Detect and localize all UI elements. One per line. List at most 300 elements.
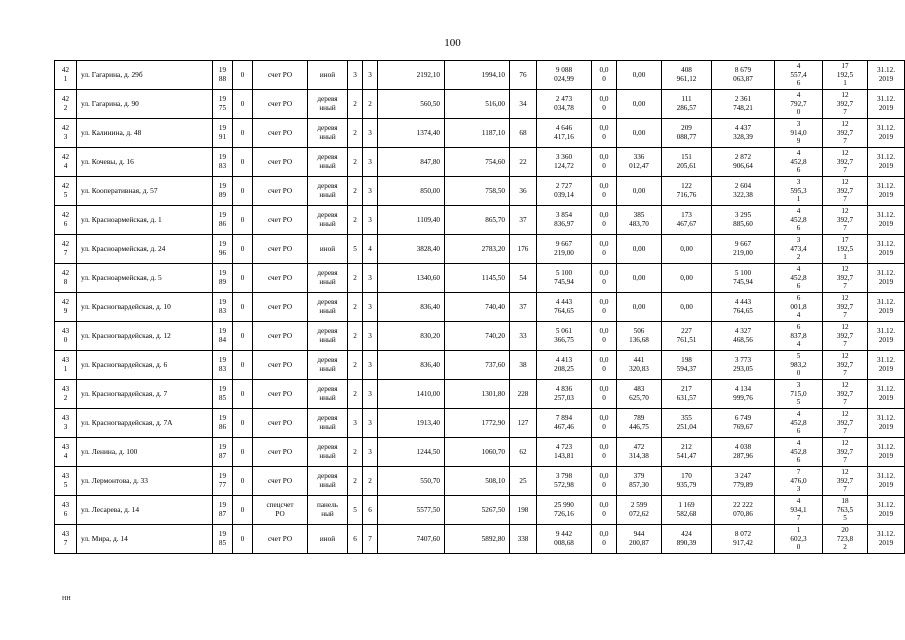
cost-part-1-cell-line: 200,87 (629, 539, 649, 547)
year-cell-line: 75 (218, 104, 227, 112)
fund-cell (253, 148, 308, 177)
year-cell (213, 148, 233, 177)
deadline-cell (868, 293, 905, 322)
row-number-line: 43 (61, 443, 70, 452)
rate-cell-line: 0,0 (599, 327, 609, 336)
rate-cell (592, 61, 617, 90)
deadline-cell (868, 525, 905, 554)
total-cost-cell-line: 3 798 (555, 472, 573, 481)
wall-material-cell-line: иной (319, 70, 336, 79)
cost-part-1-cell-line: 944 (633, 530, 645, 539)
specific-cost-cell (775, 409, 823, 438)
total-area-cell: 1374,40 (378, 119, 445, 148)
cost-part-2-cell-line: 111 (681, 95, 692, 104)
zero-cell: 0 (233, 148, 253, 177)
total-cost-cell-line: 039,14 (554, 191, 574, 199)
cost-part-3-cell-line: 4 437 (734, 124, 752, 133)
wall-material-cell-line: нный (319, 104, 336, 112)
row-number (55, 380, 77, 409)
deadline-cell-line: 31.12. (877, 153, 895, 162)
cost-part-3-cell (712, 496, 775, 525)
floors-cell: 2 (348, 148, 363, 177)
limit-cost-cell-line: 392,7 (836, 128, 854, 137)
register-table (54, 60, 905, 554)
row-number (55, 61, 77, 90)
year-cell (213, 119, 233, 148)
rate-cell-line: 0,0 (599, 182, 609, 191)
cost-part-1-cell-line: 0,00 (632, 70, 646, 79)
address-cell: ул. Красногвардейская, д. 10 (77, 293, 213, 322)
fund-cell-line: счет РО (267, 273, 293, 282)
year-cell-line: 84 (218, 336, 227, 344)
wall-material-cell (308, 322, 348, 351)
deadline-cell-line: 31.12. (877, 182, 895, 191)
limit-cost-cell-line: 7 (843, 166, 847, 175)
cost-part-3-cell (712, 119, 775, 148)
address-cell: ул. Ленина, д. 100 (77, 438, 213, 467)
total-cost-cell-line: 9 667 (555, 240, 573, 249)
rate-cell (592, 264, 617, 293)
limit-cost-cell-line: 7 (843, 340, 847, 349)
specific-cost-cell-line: 4 (796, 62, 801, 71)
cost-part-3-cell-line: 219,00 (733, 249, 753, 257)
floors-cell: 2 (348, 264, 363, 293)
specific-cost-cell-line: 0 (796, 369, 801, 378)
zero-cell: 0 (233, 496, 253, 525)
limit-cost-cell (823, 322, 868, 351)
total-cost-cell-line: 9 088 (555, 66, 573, 75)
specific-cost-cell-line: 1 (796, 526, 801, 535)
address-cell: ул. Лесарева, д. 14 (77, 496, 213, 525)
deadline-cell-line: 2019 (878, 307, 894, 315)
year-cell-line: 89 (218, 191, 227, 199)
entrances-cell: 3 (363, 322, 378, 351)
deadline-cell-line: 31.12. (877, 298, 895, 307)
address-cell: ул. Красногвардейская, д. 7 (77, 380, 213, 409)
rate-cell-line: 0 (602, 365, 606, 373)
floors-cell: 2 (348, 177, 363, 206)
cost-part-3-cell-line: 070,86 (733, 510, 753, 518)
row-number-line: 42 (61, 124, 70, 133)
cost-part-3-cell (712, 438, 775, 467)
address-cell: ул. Мира, д. 14 (77, 525, 213, 554)
deadline-cell-line: 31.12. (877, 472, 895, 481)
row-number-line: 6 (63, 220, 68, 228)
total-cost-cell (537, 61, 592, 90)
entrances-cell: 6 (363, 496, 378, 525)
year-cell (213, 525, 233, 554)
cost-part-1-cell-line: 0,00 (632, 302, 646, 311)
deadline-cell-line: 2019 (878, 510, 894, 518)
cost-part-1-cell (617, 264, 662, 293)
entrances-cell: 2 (363, 90, 378, 119)
specific-cost-cell-line: 452,8 (790, 273, 807, 282)
table-row (55, 438, 905, 467)
specific-cost-cell-line: 452,8 (790, 157, 807, 166)
rate-cell-line: 0 (602, 278, 606, 286)
rate-cell (592, 177, 617, 206)
row-number (55, 496, 77, 525)
cost-part-2-cell (662, 380, 712, 409)
cost-part-1-cell-line: 441 (633, 356, 645, 365)
rate-cell (592, 119, 617, 148)
cost-part-3-cell-line: 3 295 (734, 211, 752, 220)
row-number-line: 3 (63, 133, 68, 141)
total-cost-cell (537, 177, 592, 206)
row-number (55, 90, 77, 119)
limit-cost-cell (823, 206, 868, 235)
row-number (55, 351, 77, 380)
limit-cost-cell-line: 392,7 (836, 447, 854, 456)
rate-cell (592, 496, 617, 525)
zero-cell: 0 (233, 235, 253, 264)
rate-cell-line: 0,0 (599, 153, 609, 162)
total-cost-cell-line: 366,75 (554, 336, 574, 344)
cost-part-3-cell-line: 8 679 (734, 66, 752, 75)
wall-material-cell-line: деревя (317, 298, 338, 307)
year-cell (213, 380, 233, 409)
deadline-cell-line: 2019 (878, 249, 894, 257)
deadline-cell-line: 2019 (878, 539, 894, 547)
cost-part-2-cell-line: 0,00 (680, 302, 693, 311)
year-cell (213, 61, 233, 90)
living-area-cell: 758,50 (445, 177, 510, 206)
limit-cost-cell-line: 7 (843, 224, 847, 233)
cost-part-1-cell (617, 293, 662, 322)
cost-part-1-cell-line: 472 (633, 443, 645, 452)
table-row (55, 351, 905, 380)
specific-cost-cell-line: 6 (796, 166, 801, 175)
specific-cost-cell (775, 322, 823, 351)
rate-cell-line: 0,0 (599, 385, 609, 394)
specific-cost-cell (775, 438, 823, 467)
year-cell-line: 19 (218, 530, 227, 539)
wall-material-cell (308, 467, 348, 496)
cost-part-3-cell-line: 322,38 (733, 191, 753, 199)
entrances-cell: 4 (363, 235, 378, 264)
total-cost-cell-line: 572,98 (554, 481, 574, 489)
specific-cost-cell-line: 715,0 (790, 389, 807, 398)
residents-cell: 22 (510, 148, 537, 177)
wall-material-cell-line: деревя (317, 414, 338, 423)
row-number-line: 5 (63, 191, 68, 199)
zero-cell: 0 (233, 438, 253, 467)
row-number-line: 42 (61, 182, 70, 191)
cost-part-1-cell-line: 625,70 (629, 394, 649, 402)
table-row (55, 496, 905, 525)
total-cost-cell (537, 438, 592, 467)
limit-cost-cell-line: 7 (843, 398, 847, 407)
rate-cell-line: 0 (602, 481, 606, 489)
cost-part-1-cell-line: 385 (633, 211, 645, 220)
wall-material-cell-line: деревя (317, 443, 338, 452)
residents-cell: 37 (510, 293, 537, 322)
wall-material-cell (308, 206, 348, 235)
rate-cell-line: 0 (602, 104, 606, 112)
fund-cell (253, 525, 308, 554)
specific-cost-cell-line: 1 (796, 195, 801, 204)
total-cost-cell-line: 764,65 (554, 307, 574, 315)
total-area-cell: 560,50 (378, 90, 445, 119)
entrances-cell: 7 (363, 525, 378, 554)
year-cell-line: 19 (218, 356, 227, 365)
rate-cell-line: 0,0 (599, 414, 609, 423)
cost-part-3-cell-line: 769,67 (733, 423, 753, 431)
living-area-cell: 754,60 (445, 148, 510, 177)
specific-cost-cell (775, 467, 823, 496)
specific-cost-cell (775, 177, 823, 206)
zero-cell: 0 (233, 322, 253, 351)
year-cell-line: 85 (218, 539, 227, 547)
cost-part-3-cell-line: 779,89 (733, 481, 753, 489)
cost-part-1-cell-line: 336 (633, 153, 645, 162)
deadline-cell (868, 206, 905, 235)
deadline-cell (868, 177, 905, 206)
row-number-line: 42 (61, 211, 70, 220)
fund-cell (253, 351, 308, 380)
fund-cell (253, 264, 308, 293)
specific-cost-cell-line: 4 (796, 311, 801, 320)
limit-cost-cell-line: 392,7 (836, 302, 854, 311)
entrances-cell: 2 (363, 467, 378, 496)
total-cost-cell-line: 25 990 (554, 501, 574, 510)
floors-cell: 3 (348, 61, 363, 90)
specific-cost-cell-line: 7 (796, 468, 801, 477)
year-cell (213, 90, 233, 119)
limit-cost-cell (823, 409, 868, 438)
address-cell: ул. Калинина, д. 48 (77, 119, 213, 148)
cost-part-2-cell-line: 170 (681, 472, 692, 481)
rate-cell (592, 525, 617, 554)
rate-cell-line: 0 (602, 307, 606, 315)
row-number-line: 42 (61, 298, 70, 307)
cost-part-2-cell-line: 631,57 (676, 394, 697, 402)
wall-material-cell (308, 90, 348, 119)
specific-cost-cell-line: 3 (796, 236, 801, 245)
entrances-cell: 3 (363, 206, 378, 235)
specific-cost-cell-line: 4 (796, 497, 801, 506)
wall-material-cell-line: иной (319, 244, 336, 253)
cost-part-3-cell-line: 8 072 (734, 530, 752, 539)
total-cost-cell-line: 4 723 (555, 443, 573, 452)
year-cell-line: 19 (218, 124, 227, 133)
cost-part-2-cell-line: 0,00 (680, 244, 693, 253)
cost-part-1-cell (617, 496, 662, 525)
row-number (55, 322, 77, 351)
wall-material-cell (308, 351, 348, 380)
table-row (55, 322, 905, 351)
cost-part-2-cell-line: 716,76 (676, 191, 697, 199)
limit-cost-cell (823, 351, 868, 380)
row-number-line: 43 (61, 356, 70, 365)
rate-cell-line: 0,0 (599, 269, 609, 278)
residents-cell: 228 (510, 380, 537, 409)
total-area-cell: 847,80 (378, 148, 445, 177)
year-cell-line: 19 (218, 327, 227, 336)
table-row (55, 293, 905, 322)
cost-part-1-cell-line: 483,70 (629, 220, 649, 228)
row-number-line: 7 (63, 539, 68, 547)
total-cost-cell-line: 2 473 (555, 95, 573, 104)
residents-cell: 54 (510, 264, 537, 293)
year-cell-line: 91 (218, 133, 227, 141)
rate-cell-line: 0 (602, 75, 606, 83)
wall-material-cell (308, 496, 348, 525)
zero-cell: 0 (233, 264, 253, 293)
cost-part-2-cell-line: 0,00 (680, 273, 693, 282)
address-cell: ул. Красноармейская, д. 5 (77, 264, 213, 293)
deadline-cell-line: 31.12. (877, 327, 895, 336)
deadline-cell (868, 90, 905, 119)
cost-part-1-cell (617, 177, 662, 206)
entrances-cell: 3 (363, 61, 378, 90)
residents-cell: 127 (510, 409, 537, 438)
cost-part-2-cell (662, 90, 712, 119)
deadline-cell-line: 31.12. (877, 414, 895, 423)
residents-cell: 68 (510, 119, 537, 148)
deadline-cell-line: 31.12. (877, 211, 895, 220)
limit-cost-cell-line: 17 (841, 62, 849, 71)
cost-part-3-cell-line: 885,60 (733, 220, 753, 228)
row-number-line: 5 (63, 481, 68, 489)
limit-cost-cell-line: 392,7 (836, 389, 854, 398)
limit-cost-cell-line: 7 (843, 427, 847, 436)
total-cost-cell-line: 219,00 (554, 249, 574, 257)
cost-part-3-cell-line: 745,94 (733, 278, 753, 286)
zero-cell: 0 (233, 177, 253, 206)
deadline-cell-line: 2019 (878, 481, 894, 489)
specific-cost-cell (775, 293, 823, 322)
cost-part-3-cell-line: 9 667 (734, 240, 752, 249)
deadline-cell (868, 409, 905, 438)
fund-cell (253, 177, 308, 206)
living-area-cell: 740,20 (445, 322, 510, 351)
fund-cell-line: счет РО (267, 360, 293, 369)
total-cost-cell-line: 143,81 (554, 452, 574, 460)
total-cost-cell (537, 235, 592, 264)
cost-part-1-cell (617, 525, 662, 554)
cost-part-3-cell (712, 525, 775, 554)
specific-cost-cell-line: 2 (796, 253, 801, 262)
year-cell (213, 496, 233, 525)
total-cost-cell-line: 7 894 (555, 414, 573, 423)
limit-cost-cell-line: 392,7 (836, 215, 854, 224)
total-area-cell: 836,40 (378, 293, 445, 322)
wall-material-cell (308, 525, 348, 554)
cost-part-3-cell-line: 2 872 (734, 153, 752, 162)
row-number (55, 525, 77, 554)
rate-cell-line: 0,0 (599, 356, 609, 365)
fund-cell (253, 61, 308, 90)
limit-cost-cell-line: 5 (843, 514, 847, 523)
fund-cell-line: счет РО (267, 157, 293, 166)
entrances-cell: 3 (363, 438, 378, 467)
total-cost-cell-line: 2 727 (555, 182, 573, 191)
deadline-cell-line: 2019 (878, 452, 894, 460)
wall-material-cell-line: нный (319, 423, 336, 431)
limit-cost-cell-line: 192,5 (836, 244, 854, 253)
wall-material-cell (308, 409, 348, 438)
specific-cost-cell-line: 837,8 (790, 331, 807, 340)
cost-part-3-cell-line: 4 443 (734, 298, 752, 307)
row-number-line: 43 (61, 530, 70, 539)
cost-part-2-cell-line: 251,04 (676, 423, 697, 431)
rate-cell-line: 0 (602, 423, 606, 431)
total-cost-cell (537, 293, 592, 322)
total-area-cell: 850,00 (378, 177, 445, 206)
zero-cell: 0 (233, 61, 253, 90)
cost-part-3-cell (712, 409, 775, 438)
cost-part-3-cell-line: 5 100 (734, 269, 752, 278)
living-area-cell: 516,00 (445, 90, 510, 119)
deadline-cell-line: 2019 (878, 133, 894, 141)
floors-cell: 5 (348, 496, 363, 525)
specific-cost-cell-line: 3 (796, 381, 801, 390)
wall-material-cell-line: нный (319, 365, 336, 373)
cost-part-1-cell-line: 072,62 (629, 510, 649, 518)
wall-material-cell-line: нный (319, 481, 336, 489)
total-cost-cell-line: 5 061 (555, 327, 573, 336)
entrances-cell: 3 (363, 380, 378, 409)
address-cell: ул. Кооперативная, д. 57 (77, 177, 213, 206)
fund-cell (253, 438, 308, 467)
floors-cell: 2 (348, 322, 363, 351)
rate-cell-line: 0 (602, 394, 606, 402)
rate-cell (592, 380, 617, 409)
total-cost-cell-line: 5 100 (555, 269, 573, 278)
fund-cell-line: счет РО (267, 418, 293, 427)
cost-part-2-cell-line: 582,68 (676, 510, 697, 518)
wall-material-cell-line: деревя (317, 385, 338, 394)
cost-part-3-cell-line: 764,65 (733, 307, 753, 315)
rate-cell (592, 322, 617, 351)
living-area-cell: 508,10 (445, 467, 510, 496)
cost-part-2-cell-line: 212 (681, 443, 692, 452)
cost-part-1-cell (617, 351, 662, 380)
cost-part-1-cell-line: 857,30 (629, 481, 649, 489)
deadline-cell (868, 496, 905, 525)
limit-cost-cell-line: 12 (841, 410, 849, 419)
fund-cell (253, 235, 308, 264)
limit-cost-cell-line: 723,8 (836, 534, 854, 543)
deadline-cell-line: 2019 (878, 220, 894, 228)
deadline-cell-line: 31.12. (877, 501, 895, 510)
cost-part-3-cell-line: 293,05 (733, 365, 753, 373)
deadline-cell (868, 148, 905, 177)
fund-cell (253, 119, 308, 148)
specific-cost-cell-line: 3 (796, 120, 801, 129)
fund-cell-line: счет РО (267, 99, 293, 108)
total-cost-cell-line: 417,16 (554, 133, 574, 141)
year-cell-line: 19 (218, 472, 227, 481)
deadline-cell-line: 2019 (878, 394, 894, 402)
wall-material-cell-line: деревя (317, 182, 338, 191)
entrances-cell: 3 (363, 177, 378, 206)
wall-material-cell-line: нный (319, 191, 336, 199)
specific-cost-cell (775, 90, 823, 119)
deadline-cell-line: 2019 (878, 423, 894, 431)
address-cell: ул. Красногвардейская, д. 7А (77, 409, 213, 438)
limit-cost-cell (823, 496, 868, 525)
address-cell: ул. Лермонтова, д. 33 (77, 467, 213, 496)
total-area-cell: 1244,50 (378, 438, 445, 467)
cost-part-1-cell (617, 148, 662, 177)
cost-part-2-cell (662, 264, 712, 293)
entrances-cell: 3 (363, 293, 378, 322)
specific-cost-cell-line: 6 (796, 456, 801, 465)
year-cell (213, 264, 233, 293)
cost-part-3-cell (712, 264, 775, 293)
